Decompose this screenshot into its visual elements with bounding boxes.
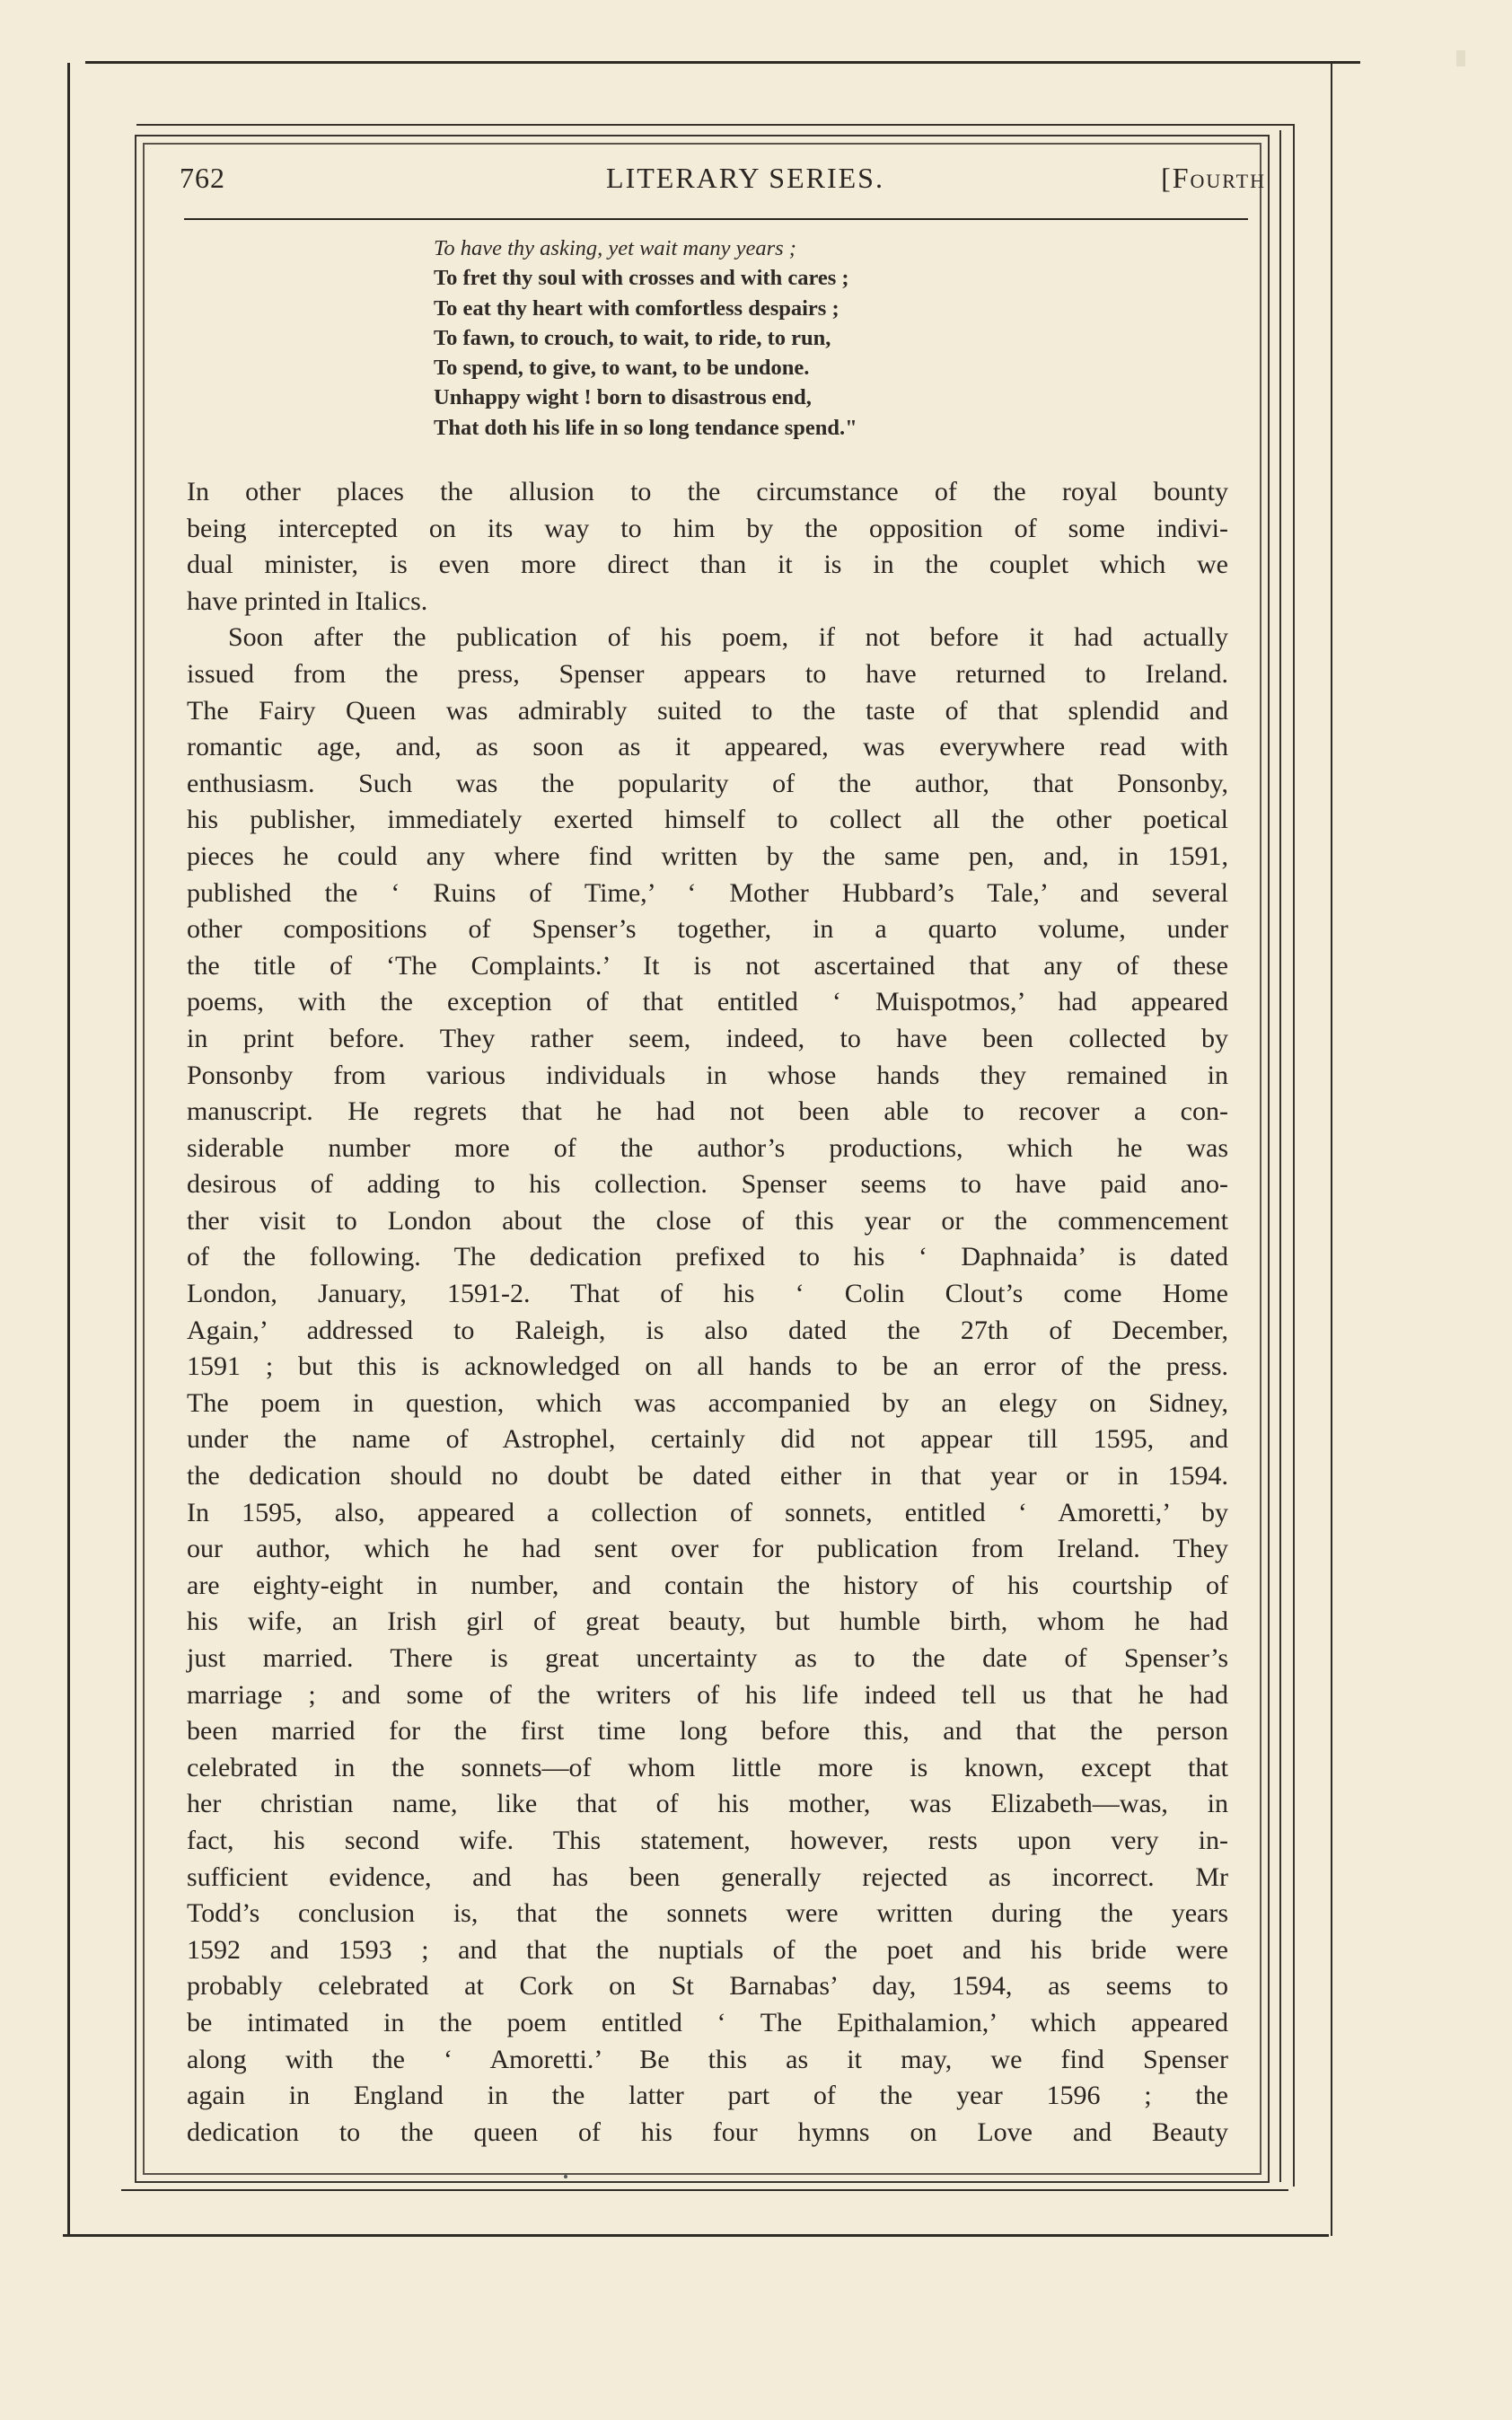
verse-line: To eat thy heart with comfortless despairs ; — [434, 295, 840, 321]
running-head — [180, 162, 1266, 207]
page-frame-top — [136, 124, 1295, 126]
body-line: her christian name, like that of his mother, was Elizabeth—was, in — [187, 1789, 1228, 1819]
body-line: pieces he could any where find written by the same pen, and, in 1591, — [187, 840, 1228, 871]
verse-quotation — [434, 233, 1080, 443]
body-line: issued from the press, Spenser appears to have returned to Ireland. — [187, 658, 1228, 689]
page-frame-right-outer — [1293, 126, 1295, 2187]
footer-mark — [564, 2175, 567, 2178]
scan-frame-top — [85, 61, 1360, 64]
body-line: just married. There is great uncertainty as to the date of Spenser’s — [187, 1643, 1228, 1673]
body-line: been married for the first time long before this, and that the person — [187, 1716, 1228, 1747]
body-line: 1591 ; but this is acknowledged on all hands to be an error of the press. — [187, 1351, 1228, 1382]
body-line: poems, with the exception of that entitled ‘ Muispotmos,’ had appeared — [187, 987, 1228, 1017]
body-line: Todd’s conclusion is, that the sonnets were written during the years — [187, 1898, 1228, 1929]
body-line: his publisher, immediately exerted himself to collect all the other poetical — [187, 805, 1228, 835]
body-line: being intercepted on its way to him by the opposition of some indivi- — [187, 513, 1228, 543]
body-line: Ponsonby from various individuals in whose hands they remained in — [187, 1060, 1228, 1090]
corner-mark — [1456, 50, 1465, 66]
body-line: other compositions of Spenser’s together, in a quarto volume, under — [187, 914, 1228, 945]
body-line: published the ‘ Ruins of Time,’ ‘ Mother Hubbard’s Tale,’ and several — [187, 877, 1228, 908]
body-line: along with the ‘ Amoretti.’ Be this as it may, we find Spenser — [187, 2044, 1228, 2074]
verse-line: That doth his life in so long tendance spend." — [434, 415, 857, 440]
body-line: his wife, an Irish girl of great beauty, but humble birth, whom he had — [187, 1606, 1228, 1637]
body-line: fact, his second wife. This statement, however, rests upon very in- — [187, 1825, 1228, 1855]
verse-line: To fret thy soul with crosses and with cares ; — [434, 266, 849, 291]
body-line: Again,’ addressed to Raleigh, is also dated the 27th of December, — [187, 1315, 1228, 1345]
body-line: dual minister, is even more direct than it is in the couplet which we — [187, 550, 1228, 580]
body-line: siderable number more of the author’s productions, which he was — [187, 1132, 1228, 1163]
body-line: dedication to the queen of his four hymns on Love and Beauty — [187, 2116, 1228, 2147]
body-line: are eighty-eight in number, and contain the history of his courtship of — [187, 1570, 1228, 1600]
body-line: London, January, 1591-2. That of his ‘ Colin Clout’s come Home — [187, 1279, 1228, 1309]
running-title: LITERARY SERIES. — [606, 162, 884, 194]
body-line: of the following. The dedication prefixed to his ‘ Daphnaida’ is dated — [187, 1242, 1228, 1272]
body-line: the dedication should no doubt be dated either in that year or in 1594. — [187, 1461, 1228, 1492]
body-line: probably celebrated at Cork on St Barnabas’ day, 1594, as seems to — [187, 1971, 1228, 2002]
body-line: enthusiasm. Such was the popularity of the author, that Ponsonby, — [187, 768, 1228, 798]
verse-line: Unhappy wight ! born to disastrous end, — [434, 385, 812, 410]
verse-line: To fawn, to crouch, to wait, to ride, to run, — [434, 325, 831, 350]
scan-frame-bottom-inner — [121, 2189, 1288, 2191]
scan-frame-bottom — [63, 2234, 1329, 2237]
body-line: romantic age, and, as soon as it appeared, was everywhere read with — [187, 732, 1228, 762]
body-line: ther visit to London about the close of this year or the commencement — [187, 1205, 1228, 1236]
body-line: The poem in question, which was accompanied by an elegy on Sidney, — [187, 1387, 1228, 1418]
body-line: be intimated in the poem entitled ‘ The Epithalamion,’ which appeared — [187, 2007, 1228, 2037]
verse-line: To have thy asking, yet wait many years ; — [434, 236, 796, 260]
header-rule — [184, 218, 1248, 220]
body-line: Soon after the publication of his poem, if not before it had actually — [228, 622, 1228, 653]
scan-frame-left — [67, 63, 70, 2236]
page-frame-right — [1279, 130, 1281, 2182]
body-line: sufficient evidence, and has been generally rejected as incorrect. Mr — [187, 1861, 1228, 1892]
body-line: under the name of Astrophel, certainly did not appear till 1595, and — [187, 1424, 1228, 1455]
body-line: again in England in the latter part of the year 1596 ; the — [187, 2081, 1228, 2111]
section-label: [Fourth — [1161, 162, 1266, 194]
body-line: the title of ‘The Complaints.’ It is not ascertained that any of these — [187, 950, 1228, 981]
body-line: our author, which he had sent over for publication from Ireland. They — [187, 1534, 1228, 1564]
verse-line: To spend, to give, to want, to be undone. — [434, 356, 810, 381]
page-number: 762 — [180, 162, 225, 194]
body-line: desirous of adding to his collection. Spenser seems to have paid ano- — [187, 1169, 1228, 1200]
body-line: in print before. They rather seem, indeed, to have been collected by — [187, 1023, 1228, 1053]
body-line: In 1595, also, appeared a collection of sonnets, entitled ‘ Amoretti,’ by — [187, 1497, 1228, 1527]
body-line: manuscript. He regrets that he had not been able to recover a con- — [187, 1096, 1228, 1127]
body-line: marriage ; and some of the writers of his life indeed tell us that he had — [187, 1679, 1228, 1710]
body-line: The Fairy Queen was admirably suited to the taste of that splendid and — [187, 695, 1228, 726]
body-text — [187, 474, 1228, 2151]
body-line: celebrated in the sonnets—of whom little more is known, except that — [187, 1752, 1228, 1782]
body-line: have printed in Italics. — [187, 585, 428, 616]
body-line: In other places the allusion to the circumstance of the royal bounty — [187, 477, 1228, 506]
body-line: 1592 and 1593 ; and that the nuptials of the poet and his bride were — [187, 1934, 1228, 1965]
scan-frame-right — [1331, 63, 1332, 2236]
